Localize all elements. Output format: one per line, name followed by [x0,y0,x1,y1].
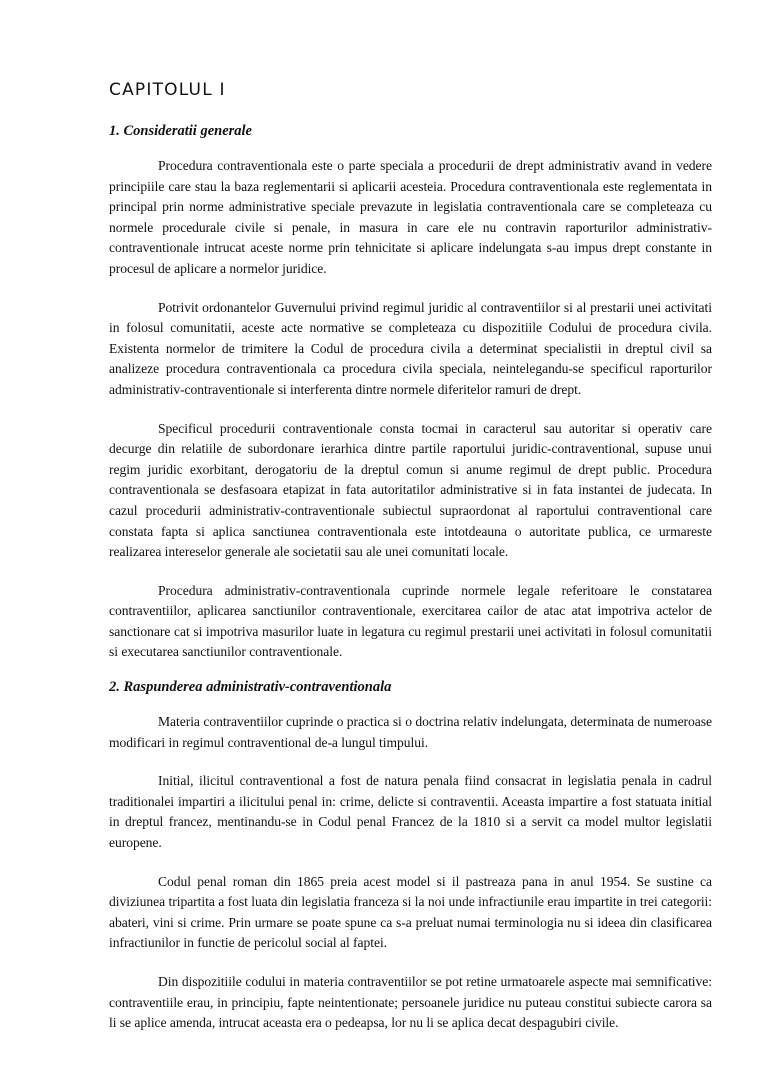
paragraph: Procedura administrativ-contraventionala cuprinde normele legale referitoare le constatarea contraventiilor, aplicarea sanctiunilor contraventionale, exercitarea cailor de atac atat impotriva actelor de sanctionare cat si impotriva masurilor luate in legatura cu regimul prestarii unei activitati in folosul comunitatii si executarea sanctiunilor contraventionale. [109,582,712,660]
paragraph: Procedura contraventionala este o parte speciala a procedurii de drept administrativ avand in vedere principiile care stau la baza reglementarii si aplicarii acesteia. Procedura contraventionala este reglementata in principal prin norme administrative speciale prevazute in legislatia contraventionala care se completeaza cu normele procedurale civile si penale, in masura in care ele nu contravin raporturilor administrativ-contraventionale intrucat aceste norme prin tehnicitate si aplicare indelungata s-au impus drept constante in procesul de aplicare a normelor juridice. [109,158,712,276]
chapter-heading: CAPITOLUL I [109,80,226,100]
paragraph: Materia contraventiilor cuprinde o practica si o doctrina relativ indelungata, determinata de numeroase modificari in regimul contraventional de-a lungul timpului. [109,714,712,750]
section-title: 2. Raspunderea administrativ-contraventionala [109,679,392,696]
section-title: 1. Consideratii generale [109,123,252,139]
paragraph: Potrivit ordonantelor Guvernului privind regimul juridic al contraventiilor si al prestarii unei activitati in folosul comunitatii, aceste acte normative se completeaza cu dispozitiile Codului de procedura civila. Existenta normelor de trimitere la Codul de procedura civila a determinat specialistii in dreptul civil sa analizeze procedura contraventionala ca procedura civila speciala, neintelegandu-se specificul raporturilor administrativ-contraventionale si interferenta dintre normele diferitelor ramuri de drept. [109,299,712,397]
section-general-considerations [109,123,712,663]
section-administrative-liability [109,679,712,1034]
paragraph: Din dispozitiile codului in materia contraventiilor se pot retine urmatoarele aspecte mai semnificative: contraventiile erau, in principiu, fapte neintentionate; persoanele juridice nu puteau constitui subiecte carora sa li se aplice amenda, intrucat aceasta era o pedeapsa, lor nu li se aplica decat despagubiri civile. [109,974,712,1031]
paragraph: Initial, ilicitul contraventional a fost de natura penala fiind consacrat in legislatia penala in cadrul traditionalei impartiri a ilicitului penal in: crime, delicte si contraventii. Aceasta impartire a fost statuata initial in dreptul francez, mentinandu-se in Codul penal Francez de la 1810 si a servit ca model multor legislatii europene. [109,773,712,851]
paragraph: Codul penal roman din 1865 preia acest model si il pastreaza pana in anul 1954. Se sustine ca diviziunea tripartita a fost luata din legislatia franceza si la noi unde infractiunile erau impartite in trei categorii: abateri, vini si crime. Prin urmare se poate spune ca s-a preluat numai terminologia nu si ideea din clasificarea infractiunilor in functie de pericolul social al faptei. [109,873,712,951]
paragraph: Specificul procedurii contraventionale consta tocmai in caracterul sau autoritar si operativ care decurge din relatiile de subordonare ierarhica dintre partile raportului juridic-contraventional, supuse unui regim juridic exorbitant, derogatoriu de la dreptul comun si anume regimul de drept public. Procedura contraventionala se desfasoara etapizat in fata autoritatilor administrative si in fata instantei de judecata. In cazul procedurii administrativ-contraventionale subiectul supraordonat al raportului contraventional care constata fapta si aplica sanctiunea contraventionala este intotdeauna o autoritate publica, ce urmareste realizarea intereselor generale ale societatii sau ale unei comunitati locale. [109,420,712,560]
